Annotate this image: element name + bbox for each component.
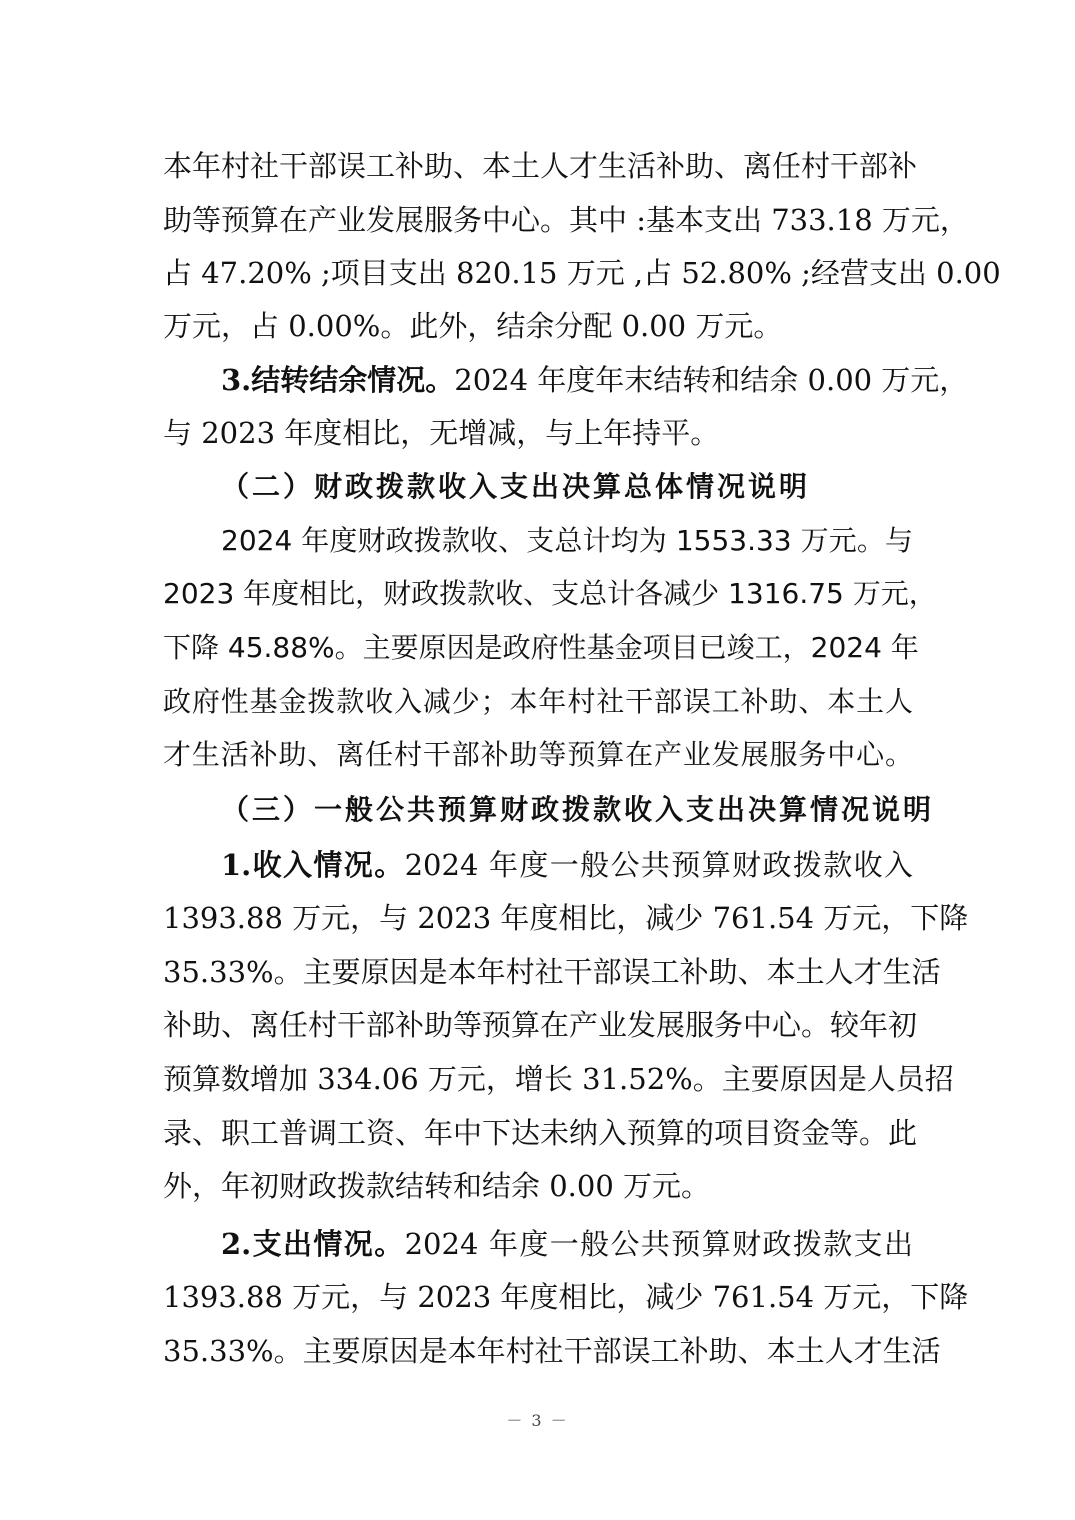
section-heading-2: （二）财政拨款收入支出决算总体情况说明	[221, 470, 811, 503]
section3-line	[221, 353, 969, 407]
income-line: 补助、离任村干部补助等预算在产业发展服务中心。较年初	[163, 1008, 918, 1042]
section3-line-2: 与 2023 年度相比，无增减，与上年持平。	[163, 416, 720, 450]
expense-label: 2.支出情况。	[221, 1227, 405, 1261]
body-line: 本年村社干部误工补助、本土人才生活补助、离任村干部补	[163, 149, 918, 183]
section3-label: 3.结转结余情况。	[221, 363, 455, 397]
body-line: 助等预算在产业发展服务中心。其中 :基本支出 733.18 万元，	[163, 203, 969, 237]
para2-line: 下降 45.88%。主要原因是政府性基金项目已竣工，2024 年	[163, 631, 919, 664]
income-line	[221, 838, 913, 892]
expense-text: 2024 年度一般公共预算财政拨款支出	[404, 1227, 913, 1261]
section-heading-3: （三）一般公共预算财政拨款收入支出决算情况说明	[221, 793, 935, 826]
income-line: 35.33%。主要原因是本年村社干部误工补助、本土人才生活	[163, 955, 941, 989]
para2-line: 2024 年度财政拨款收、支总计均为 1553.33 万元。与	[221, 524, 913, 557]
page-number: － 3 －	[506, 1411, 569, 1430]
expense-line: 35.33%。主要原因是本年村社干部误工补助、本土人才生活	[163, 1334, 941, 1368]
section3-text: 2024 年度年末结转和结余 0.00 万元，	[454, 363, 969, 397]
income-text: 2024 年度一般公共预算财政拨款收入	[404, 848, 913, 882]
expense-line	[221, 1217, 913, 1271]
body-line: 万元，占 0.00%。此外，结余分配 0.00 万元。	[163, 309, 783, 343]
expense-line: 1393.88 万元，与 2023 年度相比，减少 761.54 万元，下降	[163, 1280, 969, 1314]
income-line: 1393.88 万元，与 2023 年度相比，减少 761.54 万元，下降	[163, 901, 969, 935]
income-line: 录、职工普调工资、年中下达未纳入预算的项目资金等。此	[163, 1116, 918, 1150]
para2-line: 政府性基金拨款收入减少；本年村社干部误工补助、本土人	[163, 685, 913, 718]
income-line: 外，年初财政拨款结转和结余 0.00 万元。	[163, 1169, 711, 1203]
income-label: 1.收入情况。	[221, 848, 405, 882]
para2-line: 才生活补助、离任村干部补助等预算在产业发展服务中心。	[163, 738, 913, 771]
para2-line: 2023 年度相比，财政拨款收、支总计各减少 1316.75 万元，	[163, 577, 937, 610]
income-line: 预算数增加 334.06 万元，增长 31.52%。主要原因是人员招	[163, 1062, 954, 1096]
body-line: 占 47.20% ;项目支出 820.15 万元 ,占 52.80% ;经营支出 0.00	[163, 256, 1001, 290]
